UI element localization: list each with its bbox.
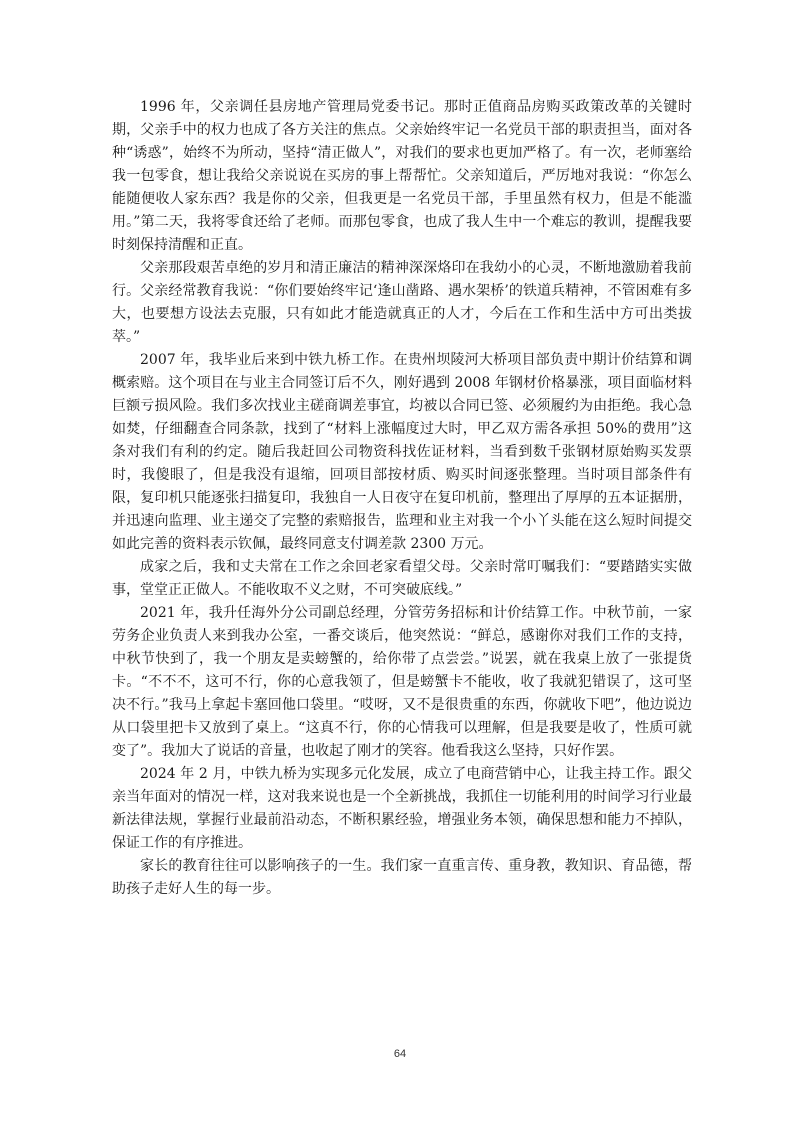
paragraph-1996: 1996 年，父亲调任县房地产管理局党委书记。那时正值商品房购买政策改革的关键时期，父亲手中的权力也成了各方关注的焦点。父亲始终牢记一名党员干部的职责担当，面对各种“诱惑”，始终不为所动，坚持“清正做人”，对我们的要求也更加严格了。有一次，老师塞给我一包零食，想让我给父亲说说在买房的事上帮帮忙。父亲知道后，严厉地对我说：“你怎么能随便收人家东西？我是你的父亲，但我更是一名党员干部，手里虽然有权力，但是不能滥用。”第二天，我将零食还给了老师。而那包零食，也成了我人生中一个难忘的教训，提醒我要时刻保持清醒和正直。 [112, 99, 692, 253]
article-body [112, 96, 692, 901]
paragraph-conclusion: 家长的教育往往可以影响孩子的一生。我们家一直重言传、重身教，教知识、育品德，帮助孩子走好人生的每一步。 [112, 858, 692, 897]
paragraph-father-spirit: 父亲那段艰苦卓绝的岁月和清正廉洁的精神深深烙印在我幼小的心灵，不断地激励着我前行。父亲经常教育我说：“你们要始终牢记‘逢山凿路、遇水架桥’的铁道兵精神，不管困难有多大，也要想方设法去克服，只有如此才能造就真正的人才，今后在工作和生活中方可出类拔萃。” [112, 260, 692, 345]
page-number: 64 [393, 1048, 407, 1060]
paragraph-2024: 2024 年 2 月，中铁九桥为实现多元化发展，成立了电商营销中心，让我主持工作。跟父亲当年面对的情况一样，这对我来说也是一个全新挑战，我抓住一切能利用的时间学习行业最新法律法规，掌握行业最前沿动态，不断积累经验，增强业务本领，确保思想和能力不掉队，保证工作的有序推进。 [112, 766, 692, 851]
paragraph-family: 成家之后，我和丈夫常在工作之余回老家看望父母。父亲时常叮嘱我们：“要踏踏实实做事，堂堂正正做人。不能收取不义之财，不可突破底线。” [112, 559, 692, 598]
paragraph-2007: 2007 年，我毕业后来到中铁九桥工作。在贵州坝陵河大桥项目部负责中期计价结算和调概索赔。这个项目在与业主合同签订后不久，刚好遇到 2008 年钢材价格暴涨，项目面临材料巨额亏损风险。我们多次找业主磋商调差事宜，均被以合同已签、必须履约为由拒绝。我心急如焚，仔细翻查合同条款，找到了“材料上涨幅度过大时，甲乙双方需各承担 50%的费用”这条对我们有利的约定。随后我赶回公司物资科找佐证材料，当看到数千张钢材原始购买发票时，我傻眼了，但是我没有退缩，回项目部按材质、购买时间逐张整理。当时项目部条件有限，复印机只能逐张扫描复印，我独自一人日夜守在复印机前，整理出了厚厚的五本证据册，并迅速向监理、业主递交了完整的索赔报告，监理和业主对我一个小丫头能在这么短时间提交如此完善的资料表示钦佩，最终同意支付调差款 2300 万元。 [112, 352, 692, 552]
paragraph-2021: 2021 年，我升任海外分公司副总经理，分管劳务招标和计价结算工作。中秋节前，一家劳务企业负责人来到我办公室，一番交谈后，他突然说：“鲜总，感谢你对我们工作的支持，中秋节快到了，我一个朋友是卖螃蟹的，给你带了点尝尝。”说罢，就在我桌上放了一张提货卡。“不不不，这可不行，你的心意我领了，但是螃蟹卡不能收，收了我就犯错误了，这可坚决不行。”我马上拿起卡塞回他口袋里。“哎呀，又不是很贵重的东西，你就收下吧”，他边说边从口袋里把卡又放到了桌上。“这真不行，你的心情我可以理解，但是我要是收了，性质可就变了”。我加大了说话的音量，也收起了刚才的笑容。他看我这么坚持，只好作罢。 [112, 605, 692, 759]
